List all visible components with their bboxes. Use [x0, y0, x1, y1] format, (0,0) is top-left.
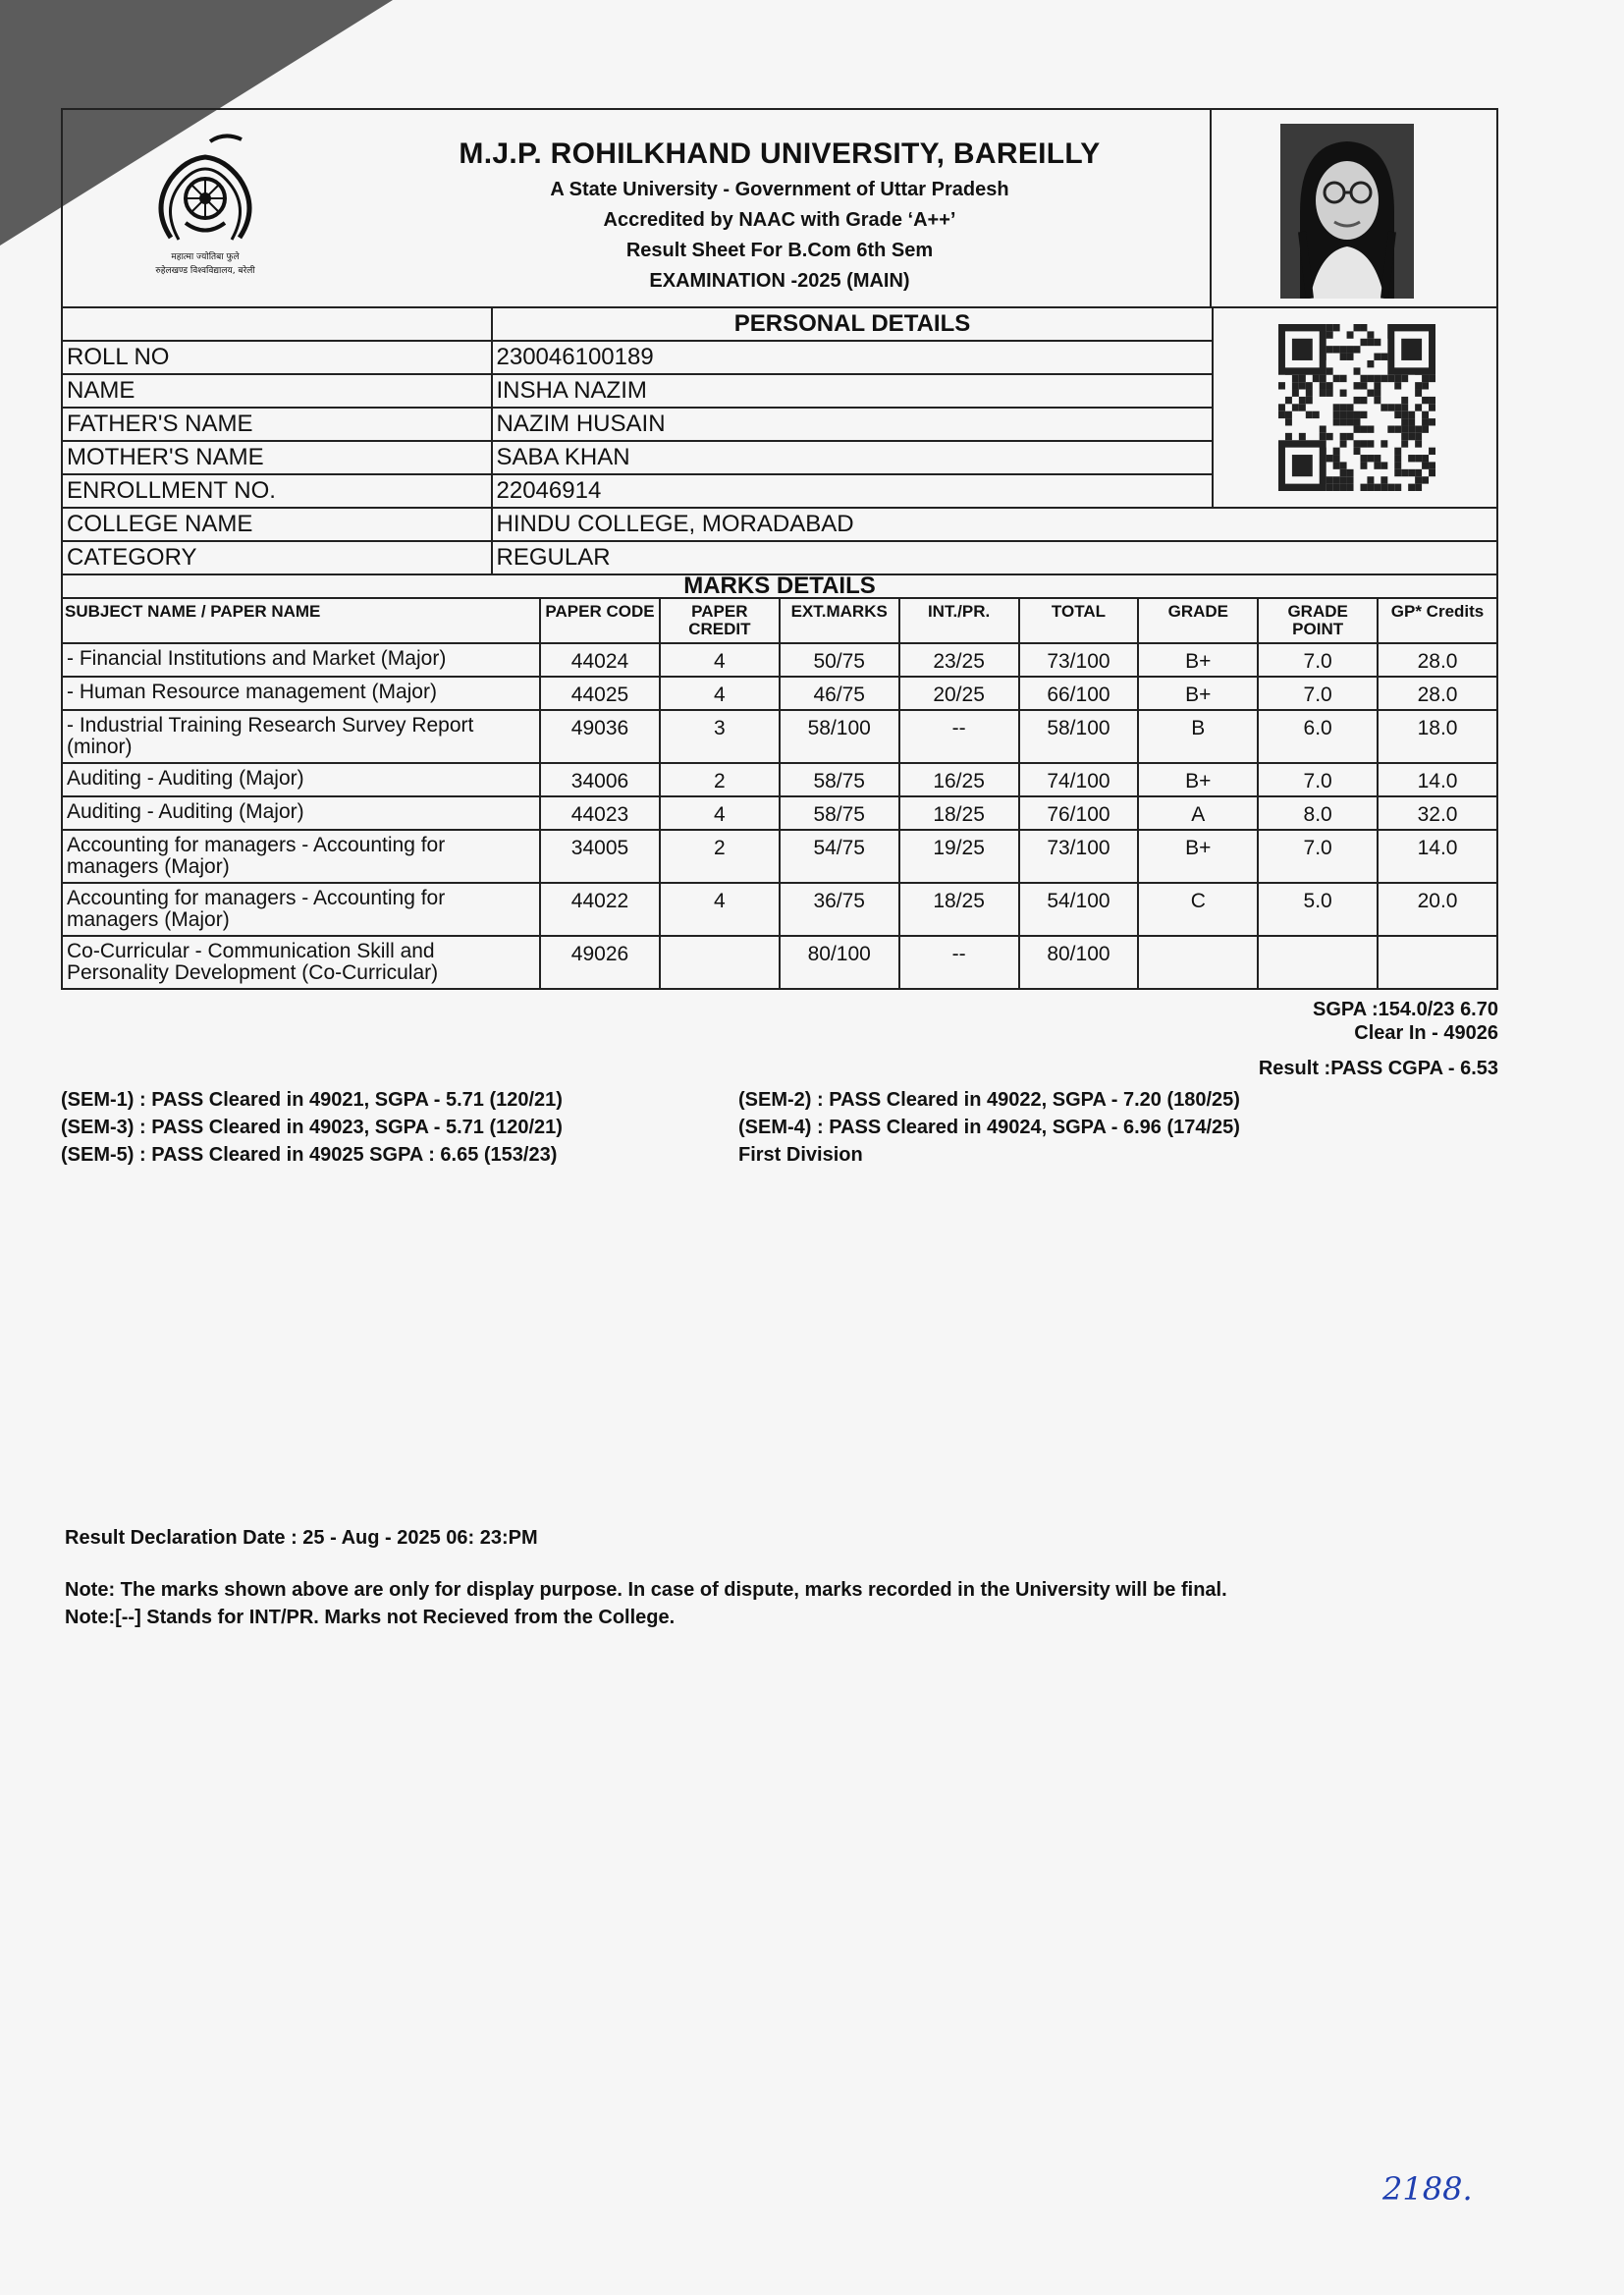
cell-grade: B [1138, 710, 1258, 763]
cell-ext: 50/75 [780, 643, 899, 677]
table-row [62, 677, 1497, 710]
marks-table [61, 597, 1498, 990]
sem-2-result: (SEM-2) : PASS Cleared in 49022, SGPA - 7.20 (180/25) [738, 1089, 1240, 1111]
cell-gpc: 28.0 [1378, 677, 1497, 710]
table-row [62, 936, 1497, 989]
sem-3-result: (SEM-3) : PASS Cleared in 49023, SGPA - 5.71 (120/21) [61, 1117, 563, 1138]
cell-credit: 2 [660, 763, 780, 796]
result-declaration-date: Result Declaration Date : 25 - Aug - 2025 06: 23:PM [65, 1527, 538, 1549]
cell-gp [1258, 936, 1378, 989]
table-row: MOTHER'S NAME SABA KHAN [62, 441, 1497, 474]
division: First Division [738, 1144, 863, 1166]
cell-total: 66/100 [1019, 677, 1139, 710]
table-row: NAME INSHA NAZIM [62, 374, 1497, 408]
cell-code: 34006 [540, 763, 660, 796]
cell-credit: 4 [660, 677, 780, 710]
svg-text:महात्मा ज्योतिबा फुले: महात्मा ज्योतिबा फुले [171, 252, 240, 262]
table-row: CATEGORY REGULAR [62, 541, 1497, 574]
semester-results [61, 1086, 1498, 1169]
cell-total: 80/100 [1019, 936, 1139, 989]
cell-int: -- [899, 936, 1019, 989]
cell-total: 76/100 [1019, 796, 1139, 830]
cell-gp: 7.0 [1258, 677, 1378, 710]
cell-subject: Accounting for managers - Accounting for managers (Major) [62, 883, 540, 936]
cell-subject: - Financial Institutions and Market (Major) [62, 643, 540, 677]
header-line-2: Accredited by NAAC with Grade ‘A++’ [603, 209, 956, 231]
university-name: M.J.P. ROHILKHAND UNIVERSITY, BAREILLY [459, 137, 1101, 170]
cell-int: 16/25 [899, 763, 1019, 796]
cell-gpc: 14.0 [1378, 830, 1497, 883]
cell-total: 73/100 [1019, 643, 1139, 677]
cell-gpc [1378, 936, 1497, 989]
cell-grade: B+ [1138, 763, 1258, 796]
header-line-4: EXAMINATION -2025 (MAIN) [649, 270, 910, 292]
marks-header-row: SUBJECT NAME / PAPER NAME PAPER CODE PAPER CREDIT EXT.MARKS INT./PR. TOTAL GRADE GRADE POINT GP* Credits [62, 598, 1497, 643]
cell-credit: 4 [660, 643, 780, 677]
table-row: ROLL NO 230046100189 [62, 341, 1497, 374]
cell-grade: B+ [1138, 643, 1258, 677]
cell-ext: 58/75 [780, 763, 899, 796]
cell-code: 34005 [540, 830, 660, 883]
cell-gp: 7.0 [1258, 763, 1378, 796]
cell-subject: Auditing - Auditing (Major) [62, 796, 540, 830]
cell-ext: 36/75 [780, 883, 899, 936]
cell-credit: 3 [660, 710, 780, 763]
personal-details-title: PERSONAL DETAILS [492, 307, 1214, 341]
clear-in: Clear In - 49026 [1354, 1022, 1498, 1044]
cell-code: 49036 [540, 710, 660, 763]
cell-grade: B+ [1138, 830, 1258, 883]
cell-int: 19/25 [899, 830, 1019, 883]
cell-subject: Auditing - Auditing (Major) [62, 763, 540, 796]
cell-total: 54/100 [1019, 883, 1139, 936]
table-row [62, 710, 1497, 763]
sem-5-result: (SEM-5) : PASS Cleared in 49025 SGPA : 6.65 (153/23) [61, 1144, 558, 1166]
cell-grade: A [1138, 796, 1258, 830]
cell-ext: 58/100 [780, 710, 899, 763]
header-text [338, 137, 1221, 293]
result-cgpa: Result :PASS CGPA - 6.53 [1258, 1058, 1498, 1079]
university-logo-icon [132, 130, 279, 287]
cell-code: 44025 [540, 677, 660, 710]
cell-total: 58/100 [1019, 710, 1139, 763]
handwritten-number: 2188. [1382, 2170, 1473, 2208]
cell-total: 73/100 [1019, 830, 1139, 883]
cell-subject: Accounting for managers - Accounting for managers (Major) [62, 830, 540, 883]
cell-code: 49026 [540, 936, 660, 989]
cell-grade: B+ [1138, 677, 1258, 710]
cell-gpc: 20.0 [1378, 883, 1497, 936]
student-photo [1280, 124, 1414, 299]
table-row: FATHER'S NAME NAZIM HUSAIN [62, 408, 1497, 441]
cell-grade [1138, 936, 1258, 989]
cell-code: 44023 [540, 796, 660, 830]
cell-int: -- [899, 710, 1019, 763]
table-row: ENROLLMENT NO. 22046914 [62, 474, 1497, 508]
cell-ext: 54/75 [780, 830, 899, 883]
result-sheet [61, 108, 1498, 1169]
cell-code: 44022 [540, 883, 660, 936]
sgpa: SGPA :154.0/23 6.70 [1312, 999, 1498, 1020]
result-summary [61, 998, 1498, 1080]
svg-text:रुहेलखण्ड विश्वविद्यालय, बरेली: रुहेलखण्ड विश्वविद्यालय, बरेली [155, 266, 255, 276]
cell-int: 18/25 [899, 796, 1019, 830]
cell-total: 74/100 [1019, 763, 1139, 796]
table-row [62, 796, 1497, 830]
cell-gp: 7.0 [1258, 830, 1378, 883]
cell-credit: 2 [660, 830, 780, 883]
cell-int: 18/25 [899, 883, 1019, 936]
table-row: COLLEGE NAME HINDU COLLEGE, MORADABAD [62, 508, 1497, 541]
cell-gp: 8.0 [1258, 796, 1378, 830]
header [61, 108, 1498, 306]
note-2: Note:[--] Stands for INT/PR. Marks not Recieved from the College. [65, 1607, 676, 1628]
photo-box [1210, 108, 1498, 306]
marks-details-title: MARKS DETAILS [62, 574, 1497, 597]
cell-int: 20/25 [899, 677, 1019, 710]
note-1: Note: The marks shown above are only for display purpose. In case of dispute, marks recorded in the University will be final. [65, 1579, 1227, 1601]
table-row [62, 763, 1497, 796]
table-row [62, 883, 1497, 936]
cell-credit: 4 [660, 796, 780, 830]
table-row [62, 643, 1497, 677]
cell-gpc: 32.0 [1378, 796, 1497, 830]
cell-ext: 46/75 [780, 677, 899, 710]
header-line-1: A State University - Government of Uttar Pradesh [550, 179, 1009, 200]
cell-gpc: 28.0 [1378, 643, 1497, 677]
cell-subject: Co-Curricular - Communication Skill and Personality Development (Co-Curricular) [62, 936, 540, 989]
cell-gp: 7.0 [1258, 643, 1378, 677]
cell-int: 23/25 [899, 643, 1019, 677]
sem-4-result: (SEM-4) : PASS Cleared in 49024, SGPA - 6.96 (174/25) [738, 1117, 1240, 1138]
cell-gp: 5.0 [1258, 883, 1378, 936]
cell-grade: C [1138, 883, 1258, 936]
cell-ext: 58/75 [780, 796, 899, 830]
qr-code-icon [1278, 324, 1435, 491]
cell-gp: 6.0 [1258, 710, 1378, 763]
cell-ext: 80/100 [780, 936, 899, 989]
cell-gpc: 18.0 [1378, 710, 1497, 763]
notes [65, 1576, 1227, 1631]
cell-gpc: 14.0 [1378, 763, 1497, 796]
table-row [62, 830, 1497, 883]
cell-subject: - Industrial Training Research Survey Report (minor) [62, 710, 540, 763]
sem-1-result: (SEM-1) : PASS Cleared in 49021, SGPA - 5.71 (120/21) [61, 1089, 563, 1111]
cell-credit [660, 936, 780, 989]
cell-code: 44024 [540, 643, 660, 677]
cell-credit: 4 [660, 883, 780, 936]
cell-subject: - Human Resource management (Major) [62, 677, 540, 710]
header-line-3: Result Sheet For B.Com 6th Sem [625, 240, 934, 261]
